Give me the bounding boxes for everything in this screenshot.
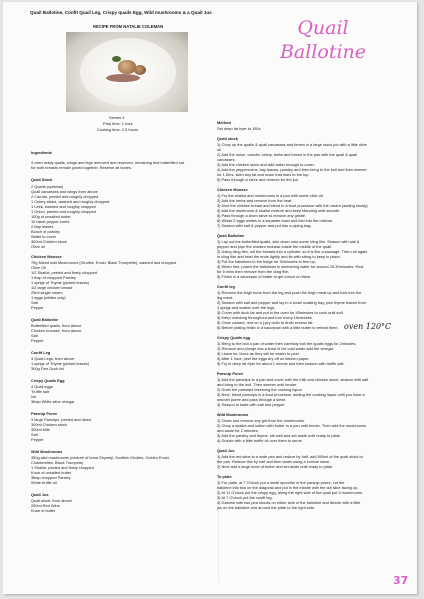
right-line: in cling film and twist the ends tightly and tie with string to keep in place.	[217, 254, 341, 259]
left-line: 25ml single cream	[31, 290, 63, 295]
left-line: 350g wild mushrooms (mixture of buna Shymeji, Scottish Girolles, Golden Enoki,	[31, 455, 170, 460]
prep-time-text: Prep time: 1 hour	[103, 121, 133, 126]
right-line: 1) Add the red wine to a wide pan and reduce by half, add 500ml of the quail stock to	[217, 454, 363, 459]
left-line: 300ml Milk	[31, 427, 50, 432]
right-line: 3) Add the chicken stock and add water enough to cover.	[217, 162, 315, 167]
right-line: 4) Add the mushroom & shallot mixture and keep blending until smooth.	[217, 208, 341, 213]
left-heading: Parsnip Puree	[31, 411, 58, 416]
left-line: 4 Quail eggs	[31, 384, 53, 389]
left-line: 3tbsp chopped Parsley	[31, 475, 71, 480]
right-line: 1 sprigs and scatter over the legs.	[217, 305, 276, 310]
right-line: 1) Clean and remove any grit from the mushrooms.	[217, 418, 306, 423]
right-line: oil	[217, 147, 221, 152]
left-line: 1 Onion, peeled and roughly chopped	[31, 209, 96, 214]
right-heading: Parsnip Puree	[217, 371, 244, 376]
right-line: for 1.5hrs, skim any fat and scum that rises to the top.	[217, 172, 310, 177]
left-line: 4 oven ready quails, wings and legs removed and reserved, remaining bird butterflied out	[31, 160, 185, 165]
right-heading: Wild Mushrooms	[217, 412, 249, 417]
right-line: 5) Once cooked, rest on a j-pry cloth to drain excess fat.	[217, 320, 314, 325]
right-line: 2) Season with salt and pepper and lay in a small roasting tray, pick thyme leaves from	[217, 300, 366, 305]
right-line: 3) Next, blend parsnips in a food processor, adding the cooking liquor until you have a	[217, 392, 365, 397]
right-heading: Method	[217, 120, 231, 125]
right-line: 4) Garnish with two pea shoots on either side of the ballotine and drizzle with a little	[217, 500, 361, 505]
left-line: Salt	[31, 300, 38, 305]
right-line: the pan. Reduce this by half and then strain using a conical sieve.	[217, 459, 331, 464]
right-heading: Crispy Quails egg	[217, 335, 251, 340]
left-line: 2 Carrots, peeled and roughly chopped	[31, 194, 99, 199]
left-line: for both breasts remain joined together. Reserve all bones.	[31, 165, 132, 170]
right-heading: Chicken Mousse	[217, 187, 248, 192]
left-line: Olive oil	[31, 244, 45, 249]
right-line: 2) Using cling film, roll the breasts into a cylinder, so it is like a sausage. Then roll again	[217, 249, 368, 254]
right-line: 5) Pass through a sieve and reserve for the jus.	[217, 177, 299, 182]
left-heading: Wild Mushrooms	[31, 449, 63, 454]
left-heading: Crispy Quails Egg	[31, 378, 65, 383]
right-line: 2) Chop a shallot and soften with butter in a pan until tender. Then add the mushrooms	[217, 423, 367, 428]
right-heading: Quail Jus	[217, 448, 235, 453]
right-line: 1) Chop up the quails & quail carcasses and brown in a large stock pot with a little olive	[217, 142, 367, 147]
right-line: 1) For plate, at 7 O'clock put a small spoonful of the parsnip puree, cut the	[217, 480, 345, 485]
cook-time-text: Cooking time: 2.5 hours	[97, 127, 139, 132]
right-line: 1) Remove the thigh bone from the leg and push the thigh meat up and tuck into the	[217, 290, 362, 295]
right-line: ballotine into two on the diagonal and put in the middle with the cut slice facing up.	[217, 485, 359, 490]
right-line: 4) Drizzle with a little truffle oil over them to serve.	[217, 438, 303, 443]
dish-photo	[66, 32, 188, 112]
right-line: 3) Put the ballotines in the fridge for 30minutes to firm up.	[217, 259, 316, 264]
left-heading: Quail Stock	[31, 177, 53, 182]
right-line: 7) Season with salt & pepper and put into a piping bag.	[217, 223, 312, 228]
right-line: and saute for 2 minutes.	[217, 428, 259, 433]
left-line: 250ml Red Wine	[31, 503, 60, 508]
right-line: 5) Pass through a drum sieve to remove any gristle.	[217, 213, 307, 218]
right-line: 3) Leave for 1hour as they will be easier to peel.	[217, 351, 300, 356]
left-line: Ice	[31, 394, 37, 399]
left-line: White truffle oil	[31, 480, 57, 485]
right-line: 4) Add the peppercorns, bay leaves, parsley and then bring to the boil and then simmer	[217, 167, 367, 172]
right-line: leg meat.	[217, 295, 234, 300]
right-line: 2) Next add a large knob of butter and set aside until ready to plate.	[217, 464, 334, 469]
left-line: Chicken mousse, from above	[31, 328, 82, 333]
page-number: 37	[393, 574, 409, 587]
photo-caption: RECIPE FROM NATALIE COLEMAN	[93, 24, 164, 29]
left-line: 3 large Parsnips, peeled and diced	[31, 417, 91, 422]
left-line: Bunch of parsley	[31, 229, 60, 234]
right-line: and bring to the boil. Then simmer until tender.	[217, 382, 298, 387]
left-line: Pepper	[31, 305, 44, 310]
right-heading: Confit leg	[217, 284, 235, 289]
right-line: 2) Drain the parsnips reserving the cooking liquor.	[217, 387, 303, 392]
right-line: 4) Season to taste with salt and pepper.	[217, 402, 286, 407]
left-line: 1 Celery sticks, washed and roughly chopped	[31, 199, 110, 204]
right-line: 3) Add the parsley and thyme, stir well and set aside until ready to plate.	[217, 433, 341, 438]
right-line: Set deep fat fryer to 180c	[217, 126, 261, 131]
left-line: Truffle salt	[31, 389, 49, 394]
left-heading: Quail Ballotine	[31, 317, 59, 322]
left-line: Quail stock, from above	[31, 498, 72, 503]
left-line: Knob of unsalted butter	[31, 470, 72, 475]
left-heading: Confit Leg	[31, 350, 51, 355]
left-line: 75g Mixed wild Mushrooms (Girolles, Enoki, Black Trompette), washed and chopped	[31, 260, 177, 265]
right-line: 1) Bring to the boil a pan of water then carefully boil the quails eggs for 2minutes.	[217, 341, 357, 346]
right-line: 2) Remove and plunge into a bowl of ice cold water add the vinegar.	[217, 346, 335, 351]
left-line: 1/2 large chicken breast	[31, 285, 73, 290]
right-line: pepper and pipe the chicken mousse inside the middle of the quail.	[217, 244, 333, 249]
confit-leg-image	[134, 65, 146, 75]
left-line: Chanterelles, Black Trumpets)	[31, 460, 84, 465]
left-line: 3tbsp White wine vinegar	[31, 399, 75, 404]
right-line: 2) Add the onion, carrots, celery, leeks and brown in the pan with the quail & quail	[217, 152, 358, 157]
right-line: 1) Lay out the butterflied quails, skin down onto some cling film. Season with salt &	[217, 239, 360, 244]
left-line: 4 Quail Legs, from above	[31, 356, 75, 361]
left-line: Knob of butter	[31, 508, 56, 513]
right-line: 3) Cover with duck fat and put in the oven for 45minutes to cook until soft.	[217, 310, 344, 315]
right-line: 3) Dice the chicken breast and blend in a food processor with the cream (adding slowly)	[217, 203, 368, 208]
left-line: 1 sprigs of Thyme (picked leaves)	[31, 280, 90, 285]
left-heading: Quail Jus	[31, 492, 49, 497]
left-line: 1 sprigs of Thyme (picked leaves)	[31, 361, 90, 366]
left-line: Pepper	[31, 338, 44, 343]
left-line: Pepper	[31, 437, 44, 442]
right-heading: Quail Ballotine	[217, 233, 245, 238]
left-heading: Ingredients	[31, 150, 52, 155]
right-line: 4) When firm, poach the ballotines in simmering water for around 25-30minutes. Rest	[217, 264, 364, 269]
right-line: 1) Fry the shallot and mushrooms in a pan with some olive oil.	[217, 193, 324, 198]
right-line: 4) Keep checking throughout and turn every 15minutes.	[217, 315, 313, 320]
left-line: 1 eggs (whites only)	[31, 295, 66, 300]
right-line: 1) Add the parsnips to a pan and cover with the milk and chicken stock, season with salt	[217, 377, 369, 382]
left-line: Water to cover	[31, 234, 57, 239]
left-line: Butterflied quails, from above	[31, 323, 82, 328]
right-line: for 5 mins then remove from the cling film.	[217, 269, 290, 274]
right-line: 2) At 11 O'clock put the crispy egg, along the right side of the quail put 3 mushrooms.	[217, 490, 364, 495]
left-line: 100g of unsalted butter	[31, 214, 71, 219]
left-line: 2 Bay leaves	[31, 224, 54, 229]
right-line: jus on the ballotine and around the plate to the right side.	[217, 505, 315, 510]
left-line: Olive Oil	[31, 265, 46, 270]
right-line: 3) At 7 O'clock put the confit leg.	[217, 495, 273, 500]
right-line: 4) After 1 hour, peel the eggs dry off on kitchen paper.	[217, 356, 310, 361]
right-heading: Quail stock	[217, 136, 238, 141]
left-line: 300ml Chicken stock	[31, 422, 67, 427]
right-line: 5) Fry in deep fat fryer for about 1 minute and then season with truffle salt.	[217, 361, 345, 366]
ballotine-image	[118, 60, 136, 74]
handwritten-title: Quail Ballotine	[279, 17, 367, 63]
right-line: 6) Before plating finish in a saucepan with a little butter to reheat them.	[217, 325, 339, 330]
left-line: 1/2 Shallot, peeled and finely chopped	[31, 270, 97, 275]
left-line: 300ml Chicken stock	[31, 239, 67, 244]
left-line: 1 Leek, washed and roughly chopped	[31, 204, 96, 209]
left-heading: Chicken Mousse	[31, 254, 62, 259]
serves-text: Serves 4	[109, 115, 125, 120]
right-line: smooth puree and pass through a sieve.	[217, 397, 287, 402]
right-line: 6) Whisk 2 eggs whites in a separate bowl and fold into the mixture.	[217, 218, 334, 223]
handwritten-oven-note: oven 120°C	[344, 322, 392, 331]
left-line: 10 black pepper corns	[31, 219, 70, 224]
right-heading: To plate	[217, 474, 232, 479]
recipe-sheet	[3, 2, 417, 594]
sauce-image	[106, 74, 140, 82]
left-line: Salt	[31, 333, 38, 338]
right-line: 5) Finish in a saucepan of butter to get colour on them.	[217, 274, 312, 279]
left-line: 1 tbsp of chopped Parsley	[31, 275, 76, 280]
left-line: 1 Shallot, peeled and finely chopped	[31, 465, 94, 470]
right-line: carcasses.	[217, 157, 236, 162]
left-line: Salt	[31, 432, 38, 437]
right-line: 2) Add the herbs and remove from the heat.	[217, 198, 293, 203]
left-line: 2 Quarts (optional)	[31, 184, 64, 189]
recipe-title: Quail Ballotine, Confit Quail Leg, Crispy quails Egg, Wild mushrooms & a Quail Jus	[30, 10, 212, 15]
left-line: Quail carcasses and wings from above	[31, 189, 98, 194]
left-line: 300g Fine Duck fat	[31, 366, 64, 371]
